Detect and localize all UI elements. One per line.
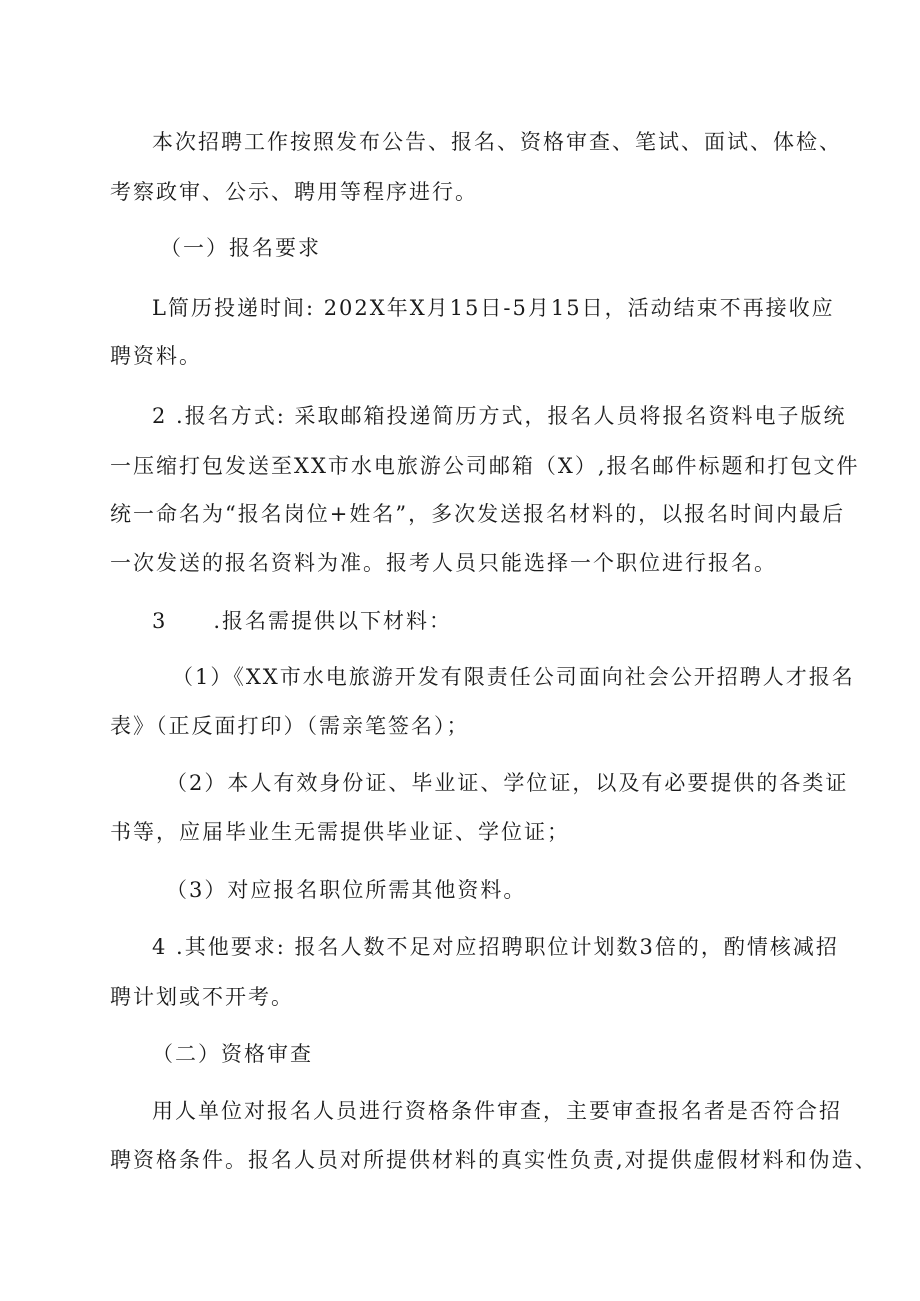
paragraph-line: L简历投递时间: 202X年X月15日-5月15日，活动结束不再接收应 [152, 296, 835, 320]
paragraph-line: 3 .报名需提供以下材料： [152, 609, 453, 633]
paragraph-line: 一压缩打包发送至XX市水电旅游公司邮箱（X）,报名邮件标题和打包文件 [110, 454, 860, 478]
paragraph-line: （2）本人有效身份证、毕业证、学位证，以及有必要提供的各类证 [166, 771, 849, 795]
paragraph-line: 表》（正反面打印）（需亲笔签名）； [110, 714, 470, 738]
paragraph-line: （3）对应报名职位所需其他资料。 [166, 878, 527, 902]
paragraph-line: 统一命名为“报名岗位+姓名”，多次发送报名材料的，以报名时间内最后 [110, 502, 846, 526]
paragraph-line: 用人单位对报名人员进行资格条件审查，主要审查报名者是否符合招 [152, 1099, 842, 1123]
paragraph-line: 一次发送的报名资料为准。报考人员只能选择一个职位进行报名。 [110, 551, 777, 575]
paragraph-line: 考察政审、公示、聘用等程序进行。 [110, 180, 478, 204]
paragraph-line: 聘计划或不开考。 [110, 985, 294, 1009]
paragraph-line: 聘资格条件。报名人员对所提供材料的真实性负责,对提供虚假材料和伪造、 [110, 1148, 878, 1172]
section-heading: （一）报名要求 [160, 236, 321, 260]
paragraph-line: 4 .其他要求: 报名人数不足对应招聘职位计划数3倍的，酌情核减招 [152, 935, 839, 959]
paragraph-line: 聘资料。 [110, 344, 202, 368]
paragraph-line: 本次招聘工作按照发布公告、报名、资格审查、笔试、面试、体检、 [152, 130, 842, 154]
paragraph-line: 书等，应届毕业生无需提供毕业证、学位证； [110, 820, 570, 844]
paragraph-line: 2 .报名方式: 采取邮箱投递简历方式，报名人员将报名资料电子版统 [152, 404, 847, 428]
section-heading: （二）资格审查 [152, 1042, 313, 1066]
paragraph-line: （1）《XX市水电旅游开发有限责任公司面向社会公开招聘人才报名 [172, 665, 855, 689]
